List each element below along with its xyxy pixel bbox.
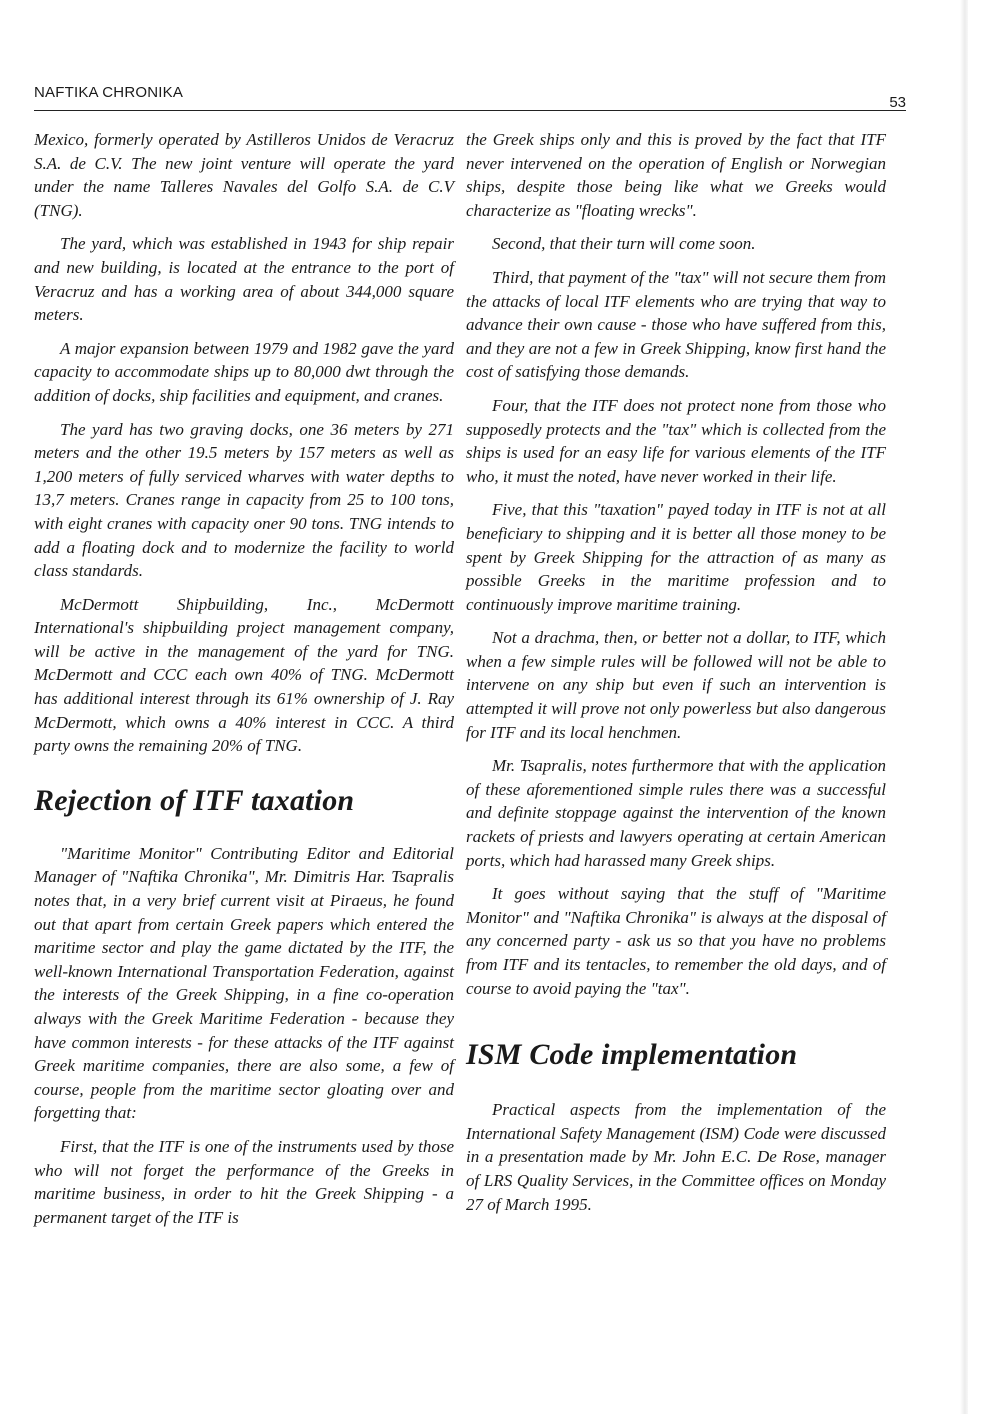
- article-paragraph: "Maritime Monitor" Contributing Editor and Editorial Manager of "Naftika Chronika", Mr. Dimitris Har. Tsapralis notes that, in a very brief current visit at Piraeus, he found out that apart from certain Greek papers which entered the maritime sector and play the game dictated by the ITF, the well-known International Transportation Federation, against the interests of the Greek Shipping, in a fine co-operation always with the Greek Maritime Federation - because they have common interests - for these attacks of the ITF against Greek maritime companies, there are also some, a few of course, people from the maritime sector gloating over and forgetting that:: [34, 843, 454, 1123]
- article-paragraph: First, that the ITF is one of the instruments used by those who will not forget the performance of the Greeks in maritime business, in order to hit the Greek Shipping - a permanent target of the ITF is: [34, 1136, 454, 1227]
- article-paragraph: Mexico, formerly operated by Astilleros Unidos de Veracruz S.A. de C.V. The new joint venture will operate the yard under the name Talleres Navales del Golfo S.A. de C.V (TNG).: [34, 130, 454, 220]
- article-paragraph: A major expansion between 1979 and 1982 gave the yard capacity to accommodate ships up to 80,000 dwt through the addition of docks, ship facilities and equipment, and cranes.: [34, 338, 454, 405]
- article-paragraph: It goes without saying that the stuff of "Maritime Monitor" and "Naftika Chronika" is always at the disposal of any concerned party - ask us so that you have no problems from ITF and its tentacles, to remember the old days, and of course to avoid paying the "tax".: [466, 884, 886, 998]
- article-paragraph: The yard has two graving docks, one 36 meters by 271 meters and the other 19.5 meters by 157 meters as well as 1,200 meters of fully serviced wharves with water depths to 13,7 meters. Cranes range in capacity from 25 to 100 tons, with eight cranes with capacity oner 90 tons. TNG intends to add a floating dock and to modernize the facility to world class standards.: [34, 419, 454, 581]
- article-paragraph: Practical aspects from the implementation of the International Safety Management (ISM) Code were discussed in a presentation made by Mr. John E.C. De Rose, manager of LRS Quality Services, in the Committee offices on Monday 27 of March 1995.: [466, 1100, 886, 1214]
- article-paragraph: the Greek ships only and this is proved by the fact that ITF never intervened on the operation of English or Norwegian ships, despite those being like what we Greeks would characterize as "floating wrecks".: [466, 130, 886, 220]
- section-heading-ism: ISM Code implementation: [466, 1038, 798, 1072]
- running-header: [34, 84, 906, 111]
- article-paragraph: Second, that their turn will come soon.: [492, 234, 756, 254]
- article-paragraph: Five, that this "taxation" payed today in ITF is not at all beneficiary to shipping and it is better all those money to be spent by Greek Shipping for the attraction of as many as possible Greeks in the maritime profession and to continuously improve maritime training.: [466, 500, 886, 614]
- article-paragraph: Third, that payment of the "tax" will not secure them from the attacks of local ITF elements who are trying that way to advance their own cause - those who have suffered from this, and they are not a few in Greek Shipping, know first hand the cost of satisfying those demands.: [466, 267, 886, 382]
- article-paragraph: Four, that the ITF does not protect none from those who supposedly protects and the "tax" which is collected from the ships is used for an easy life for various elements of the ITF who, it must the noted, have never worked in their life.: [466, 395, 886, 486]
- page-edge-shadow: [960, 0, 968, 1414]
- article-paragraph: McDermott Shipbuilding, Inc., McDermott International's shipbuilding project management company, will be active in the management of the yard for TNG. McDermott and CCC each own 40% of TNG. McDermott has additional interest through its 61% ownership of J. Ray McDermott, which owns a 40% interest in CCC. A third party owns the remaining 20% of TNG.: [34, 594, 454, 756]
- left-column: [34, 128, 454, 1239]
- article-paragraph: The yard, which was established in 1943 for ship repair and new building, is located at the entrance to the port of Veracruz and has a working area of about 344,000 square meters.: [34, 234, 454, 325]
- page-number: 53: [889, 94, 906, 111]
- publication-title: NAFTIKA CHRONIKA: [34, 84, 184, 101]
- article-paragraph: Not a drachma, then, or better not a dollar, to ITF, which when a few simple rules will be followed will not be able to intervene on any ship but even if such an intervention is attempted it will prove not only powerless but also dangerous for ITF and its local henchmen.: [466, 628, 886, 742]
- article-paragraph: Mr. Tsapralis, notes furthermore that with the application of these aforementioned simple rules there was a successful and definite stoppage against the intervention of the known rackets of priests and lawyers operating at certain American ports, which had harassed many Greek ships.: [466, 756, 886, 870]
- section-heading-itf: Rejection of ITF taxation: [34, 783, 355, 817]
- right-column: [466, 128, 886, 1226]
